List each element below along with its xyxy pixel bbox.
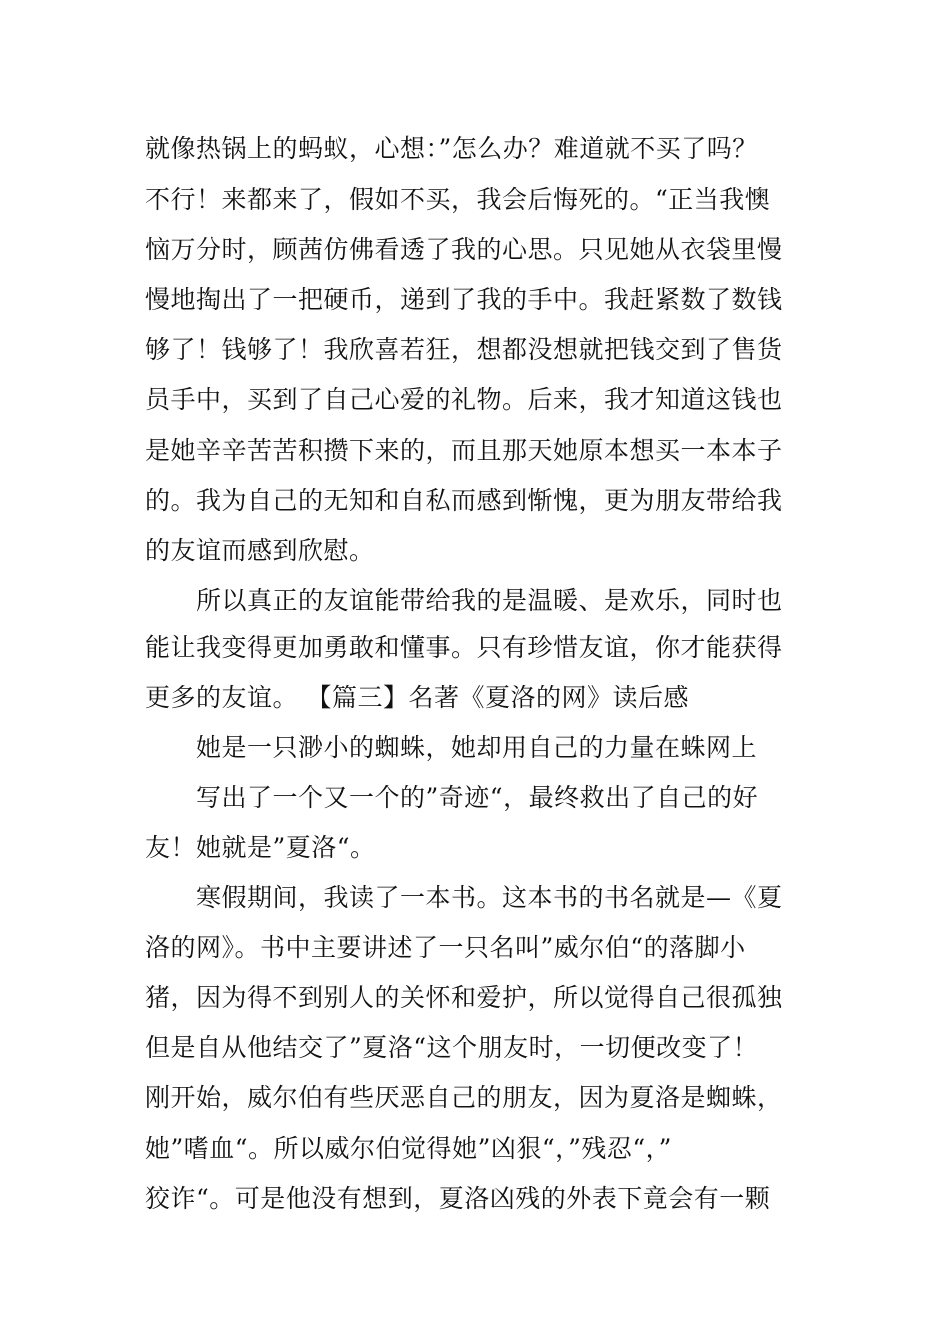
- paragraph-first-line: 写出了一个又一个的”奇迹“，最终救出了自己的好: [196, 783, 759, 812]
- text-line: 的。我为自己的无知和自私而感到惭愧，更为朋友带给我: [145, 486, 783, 515]
- text-line: 狡诈“。可是他没有想到，夏洛凶残的外表下竟会有一颗: [145, 1184, 771, 1213]
- text-line: 慢地掏出了一把硬币，递到了我的手中。我赶紧数了数钱: [145, 285, 783, 314]
- text-line: 她”嗜血“。所以威尔伯觉得她”凶狠“，”残忍“，”: [145, 1134, 672, 1163]
- text-line: 不行！来都来了，假如不买，我会后悔死的。“正当我懊: [145, 185, 771, 214]
- text-line: 是她辛辛苦苦积攒下来的，而且那天她原本想买一本本子: [145, 436, 783, 465]
- text-line: 但是自从他结交了”夏洛“这个朋友时，一切便改变了！: [145, 1033, 759, 1062]
- paragraph-first-line: 所以真正的友谊能带给我的是温暖、是欢乐，同时也: [196, 586, 783, 615]
- text-line: 够了！钱够了！我欣喜若狂，想都没想就把钱交到了售货: [145, 335, 783, 364]
- paragraph-first-line: 她是一只渺小的蜘蛛，她却用自己的力量在蛛网上: [196, 733, 758, 762]
- text-line: 猪，因为得不到别人的关怀和爱护，所以觉得自己很孤独: [145, 983, 783, 1012]
- text-line: 洛的网》。书中主要讲述了一只名叫”威尔伯“的落脚小: [145, 933, 746, 962]
- section-heading-line: 更多的友谊。 【篇三】名著《夏洛的网》读后感: [145, 683, 689, 712]
- text-line: 就像热锅上的蚂蚁，心想：”怎么办？难道就不买了吗？: [145, 134, 758, 163]
- text-line: 的友谊而感到欣慰。: [145, 536, 375, 565]
- paragraph-first-line: 寒假期间，我读了一本书。这本书的书名就是—《夏: [196, 883, 783, 912]
- text-line: 员手中，买到了自己心爱的礼物。后来，我才知道这钱也: [145, 385, 783, 414]
- text-line: 恼万分时，顾茜仿佛看透了我的心思。只见她从衣袋里慢: [145, 235, 783, 264]
- text-line: 友！她就是”夏洛“。: [145, 833, 376, 862]
- text-line: 刚开始，威尔伯有些厌恶自己的朋友，因为夏洛是蜘蛛，: [145, 1083, 783, 1112]
- text-line: 能让我变得更加勇敢和懂事。只有珍惜友谊，你才能获得: [145, 633, 783, 662]
